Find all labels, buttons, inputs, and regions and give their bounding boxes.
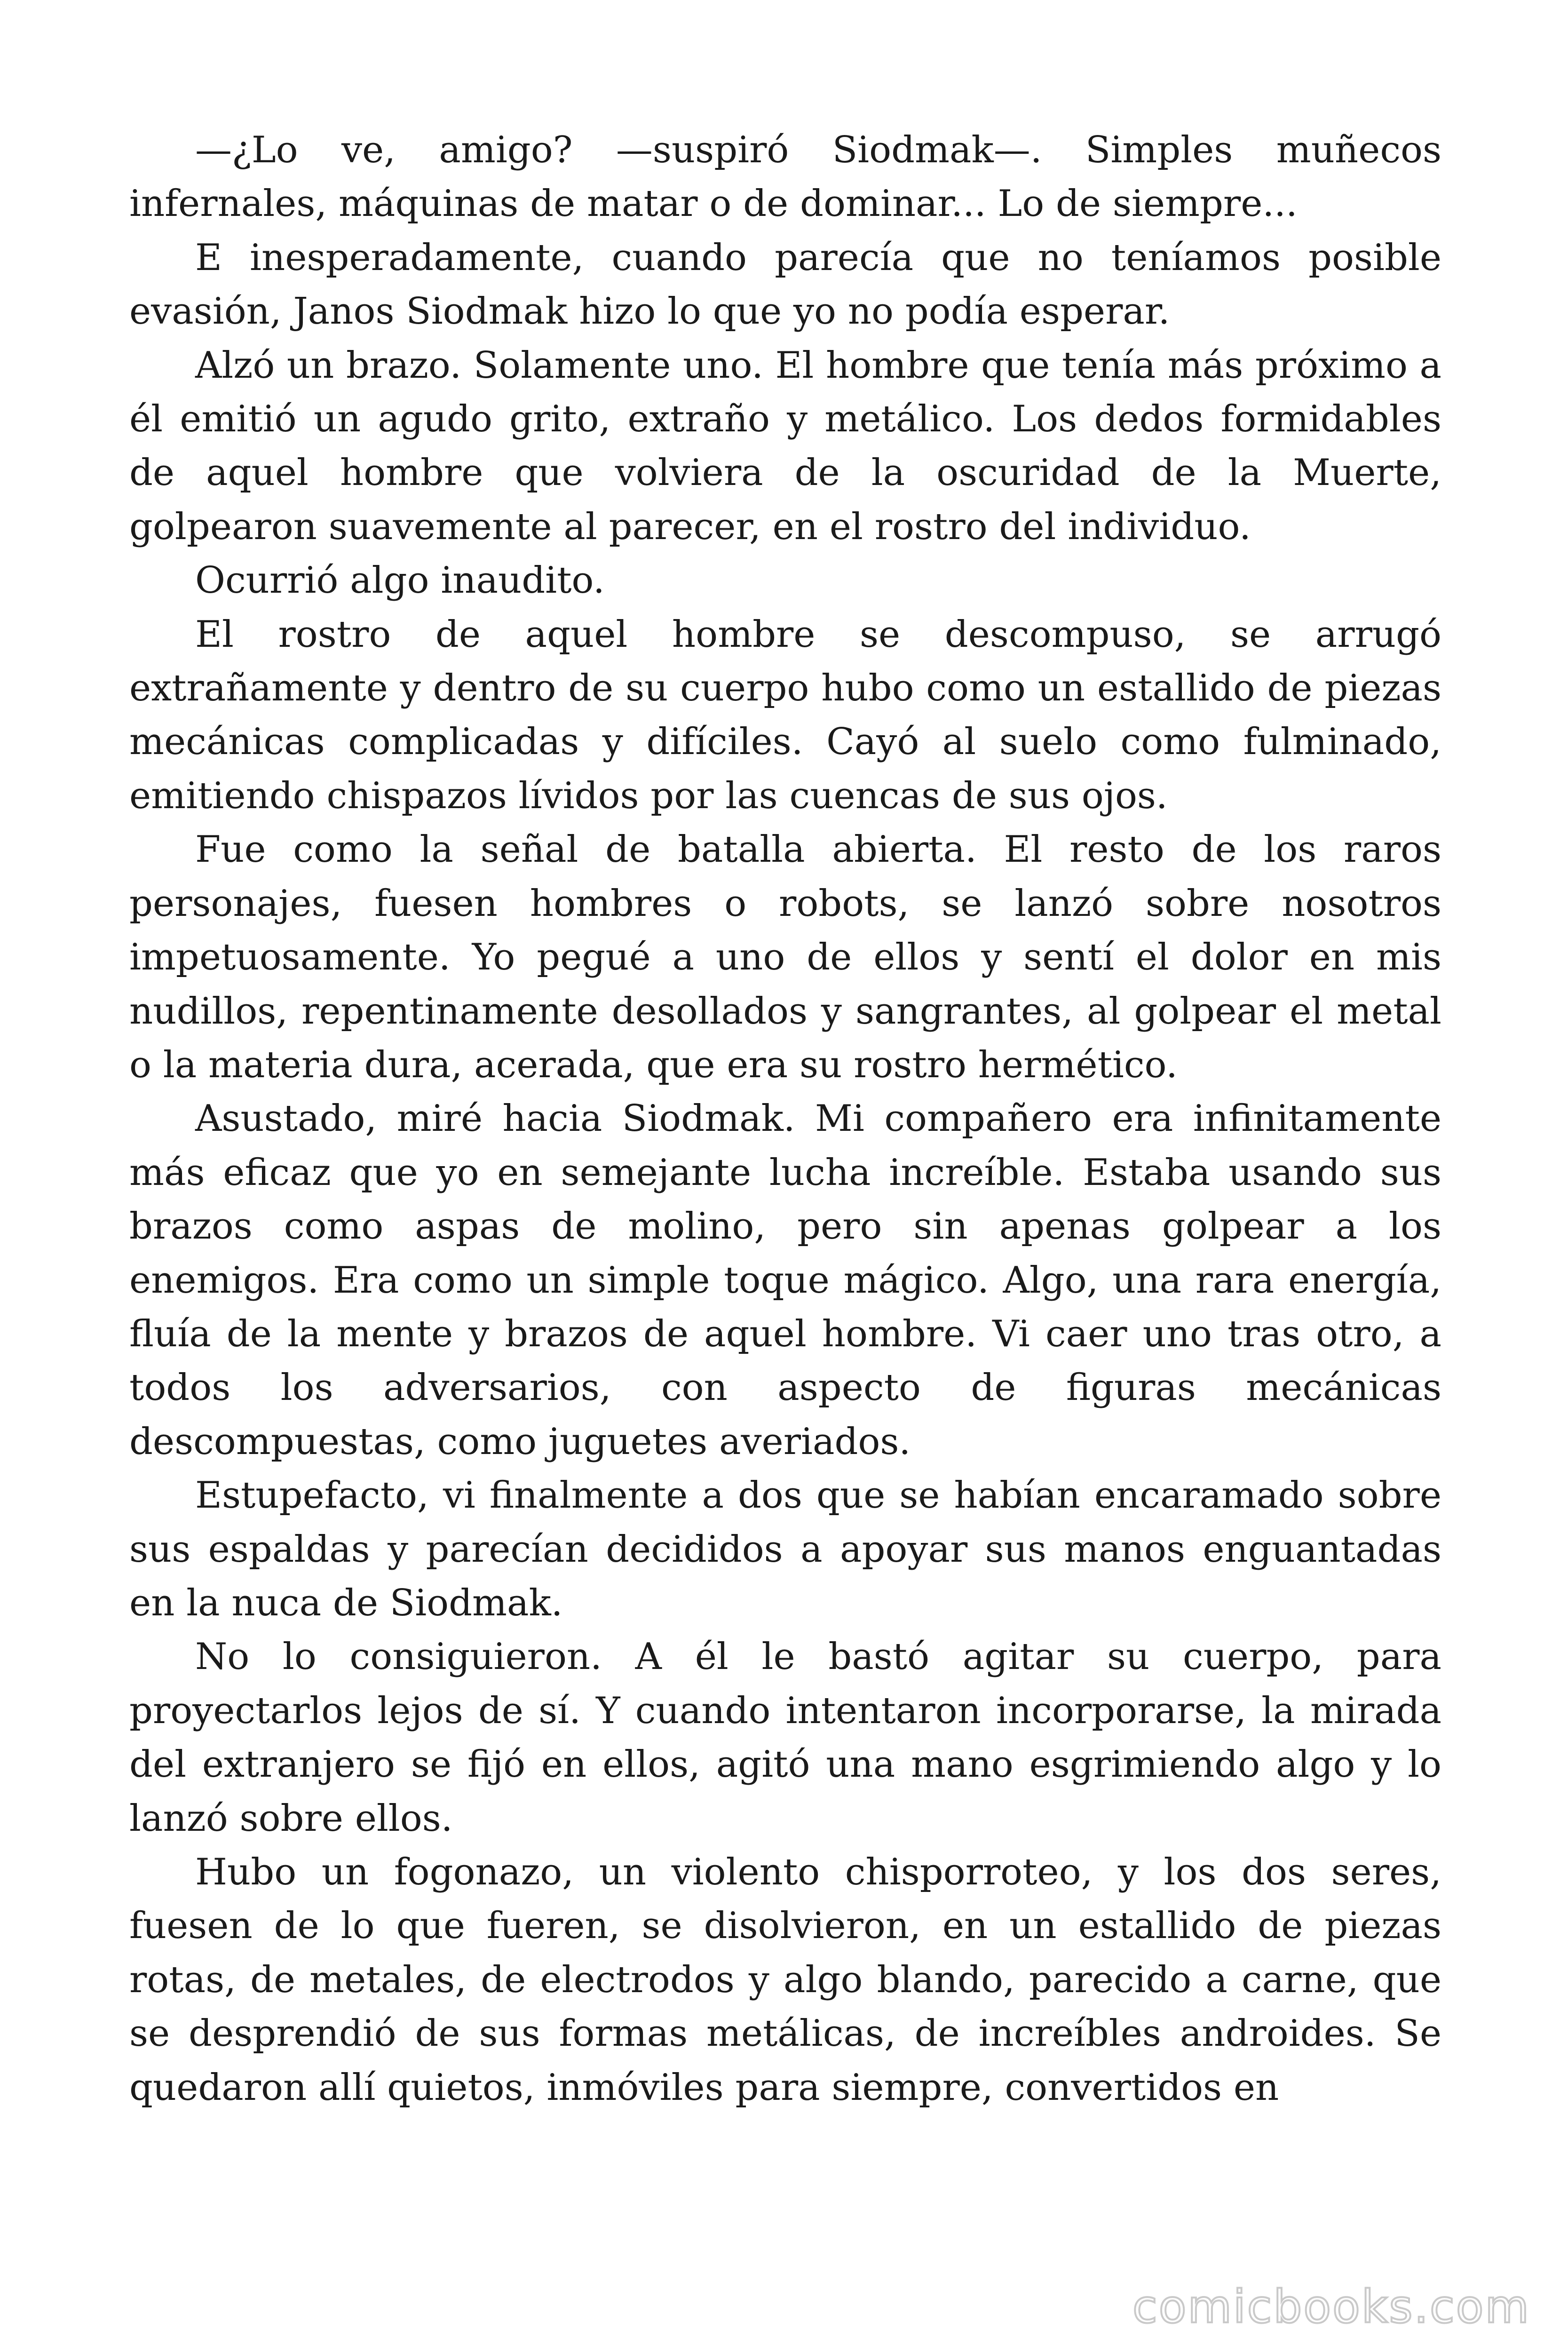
body-text (129, 123, 1441, 2114)
paragraph: E inesperadamente, cuando parecía que no teníamos posible evasión, Janos Siodmak hizo lo que yo no podía esperar. (129, 236, 1441, 333)
paragraph: Asustado, miré hacia Siodmak. Mi compañero era infinitamente más eficaz que yo en semejante lucha increíble. Estaba usando sus brazos como aspas de molino, pero sin apenas golpear a los enemigos. Era como un simple toque mágico. Algo, una rara energía, fluía de la mente y brazos de aquel hombre. Vi caer uno tras otro, a todos los adversarios, con aspecto de figuras mecánicas descompuestas, como juguetes averiados. (129, 1097, 1441, 1463)
paragraph-last: Hubo un fogonazo, un violento chisporroteo, y los dos seres, fuesen de lo que fueren, se disolvieron, en un estallido de piezas rotas, de metales, de electrodos y algo blando, parecido a carne, que se desprendió de sus formas metálicas, de increíbles androides. Se quedaron allí quietos, inmóviles para siempre, convertidos en (129, 1851, 1441, 2109)
paragraph: No lo consiguieron. A él le bastó agitar su cuerpo, para proyectarlos lejos de sí. Y cuando intentaron incorporarse, la mirada del extranjero se fijó en ellos, agitó una mano esgrimiendo algo y lo lanzó sobre ellos. (129, 1636, 1441, 1840)
paragraph: Alzó un brazo. Solamente uno. El hombre que tenía más próximo a él emitió un agudo grito, extraño y metálico. Los dedos formidables de aquel hombre que volviera de la oscuridad de la Muerte, golpearon suavemente al parecer, en el rostro del individuo. (129, 344, 1441, 548)
paragraph: —¿Lo ve, amigo? —suspiró Siodmak—. Simples muñecos infernales, máquinas de matar o de dominar... Lo de siempre... (129, 129, 1441, 225)
paragraph: Ocurrió algo inaudito. (195, 559, 605, 602)
paragraph: Fue como la señal de batalla abierta. El resto de los raros personajes, fuesen hombres o robots, se lanzó sobre nosotros impetuosamente. Yo pegué a uno de ellos y sentí el dolor en mis nudillos, repentinamente desollados y sangrantes, al golpear el metal o la materia dura, acerada, que era su rostro hermético. (129, 828, 1441, 1086)
paragraph: Estupefacto, vi finalmente a dos que se habían encaramado sobre sus espaldas y parecían decididos a apoyar sus manos enguantadas en la nuca de Siodmak. (129, 1474, 1441, 1624)
site-watermark: comicbooks.com (1132, 2280, 1530, 2333)
paragraph: El rostro de aquel hombre se descompuso, se arrugó extrañamente y dentro de su cuerpo hubo como un estallido de piezas mecánicas complicadas y difíciles. Cayó al suelo como fulminado, emitiendo chispazos lívidos por las cuencas de sus ojos. (129, 613, 1441, 817)
